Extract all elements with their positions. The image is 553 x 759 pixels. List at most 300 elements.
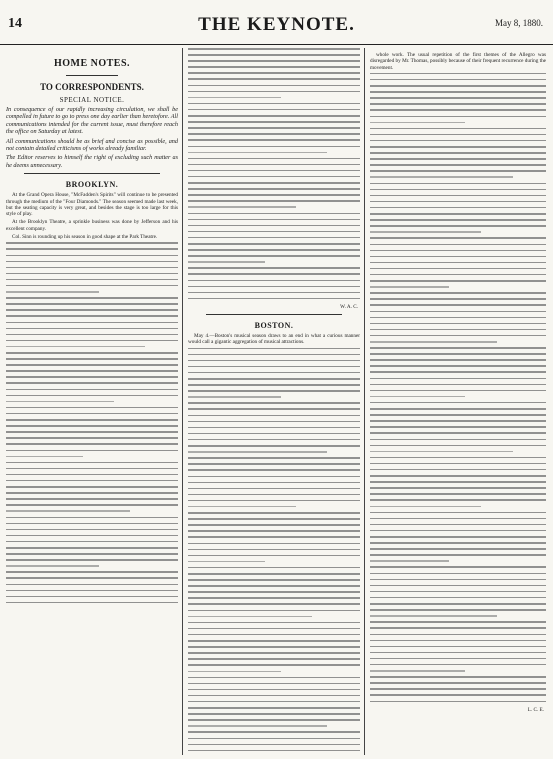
text-line xyxy=(6,468,178,470)
text-line xyxy=(370,207,546,209)
text-line xyxy=(188,555,360,557)
text-line xyxy=(188,652,360,654)
text-line xyxy=(6,517,178,519)
text-line xyxy=(370,402,546,404)
text-line xyxy=(188,695,360,697)
text-line xyxy=(188,451,327,453)
text-line xyxy=(188,634,360,636)
text-line xyxy=(188,360,360,362)
text-line xyxy=(188,585,360,587)
text-line xyxy=(188,408,360,410)
text-line xyxy=(6,401,114,403)
text-line xyxy=(188,170,360,172)
text-line xyxy=(370,384,546,386)
text-line xyxy=(6,425,178,427)
text-line xyxy=(370,548,546,550)
text-line xyxy=(370,499,546,501)
text-line xyxy=(370,134,546,136)
text-line xyxy=(6,571,178,573)
text-line xyxy=(6,248,178,250)
text-line xyxy=(370,634,546,636)
text-line xyxy=(370,506,481,508)
boston-heading: BOSTON. xyxy=(254,320,294,330)
text-line xyxy=(188,292,360,294)
text-line xyxy=(6,462,178,464)
text-line xyxy=(370,317,546,319)
text-line xyxy=(370,158,546,160)
text-line xyxy=(370,701,546,703)
text-line xyxy=(6,498,178,500)
text-line xyxy=(6,303,178,305)
page-header xyxy=(0,0,553,45)
text-line xyxy=(188,482,360,484)
text-line xyxy=(188,127,360,129)
text-line xyxy=(6,602,178,604)
divider xyxy=(24,173,160,174)
text-line xyxy=(188,591,360,593)
text-line xyxy=(6,255,178,257)
text-line xyxy=(188,610,360,612)
text-line xyxy=(370,341,497,343)
text-line xyxy=(6,382,178,384)
text-line xyxy=(188,561,265,563)
article-paragraph: Col. Sinn is rounding up his season in good shape at the Park Theatre. xyxy=(12,234,158,241)
text-line xyxy=(370,140,546,142)
text-line xyxy=(188,701,360,703)
divider xyxy=(206,314,342,315)
text-line xyxy=(6,510,130,512)
text-line xyxy=(370,116,546,118)
text-line xyxy=(188,72,360,74)
text-line xyxy=(370,183,546,185)
text-line xyxy=(370,597,546,599)
text-line xyxy=(188,597,360,599)
text-line xyxy=(188,237,360,239)
text-line xyxy=(188,54,360,56)
text-line xyxy=(370,621,546,623)
text-line xyxy=(6,346,145,348)
text-line xyxy=(370,475,546,477)
text-line xyxy=(188,646,360,648)
text-line xyxy=(188,671,281,673)
text-line xyxy=(6,565,99,567)
text-line xyxy=(188,664,360,666)
text-line xyxy=(370,170,546,172)
text-line xyxy=(188,378,360,380)
text-line xyxy=(370,359,546,361)
body-text-lines xyxy=(188,48,360,299)
text-line xyxy=(6,486,178,488)
text-line xyxy=(188,536,360,538)
text-line xyxy=(370,536,546,538)
text-line xyxy=(6,504,178,506)
text-line xyxy=(188,78,360,80)
text-line xyxy=(6,279,178,281)
text-line xyxy=(188,415,360,417)
text-line xyxy=(6,437,178,439)
text-line xyxy=(370,426,546,428)
text-line xyxy=(370,432,546,434)
masthead-title: THE KEYNOTE. xyxy=(198,14,355,35)
text-line xyxy=(188,146,360,148)
text-line xyxy=(188,731,360,733)
body-text-lines xyxy=(6,242,178,603)
text-line xyxy=(370,262,546,264)
text-line xyxy=(188,66,360,68)
text-line xyxy=(188,494,360,496)
text-line xyxy=(6,535,178,537)
text-line xyxy=(6,285,178,287)
text-line xyxy=(6,577,178,579)
text-line xyxy=(370,414,546,416)
text-line xyxy=(188,579,360,581)
text-line xyxy=(188,139,360,141)
text-line xyxy=(370,445,546,447)
text-line xyxy=(370,250,546,252)
text-line xyxy=(370,304,546,306)
text-line xyxy=(188,396,281,398)
text-line xyxy=(188,402,360,404)
text-line xyxy=(6,370,178,372)
text-line xyxy=(370,128,546,130)
text-line xyxy=(188,567,360,569)
text-line xyxy=(370,97,546,99)
text-line xyxy=(370,195,546,197)
text-line xyxy=(188,713,360,715)
text-line xyxy=(6,443,178,445)
text-line xyxy=(370,408,546,410)
text-line xyxy=(188,103,360,105)
text-line xyxy=(6,431,178,433)
text-line xyxy=(188,616,312,618)
text-line xyxy=(188,91,360,93)
issue-date: May 8, 1880. xyxy=(495,18,543,28)
text-line xyxy=(370,615,497,617)
text-line xyxy=(6,395,178,397)
text-line xyxy=(370,213,546,215)
text-line xyxy=(370,451,513,453)
text-line xyxy=(188,549,360,551)
text-line xyxy=(188,158,360,160)
text-line xyxy=(188,286,360,288)
text-line xyxy=(370,335,546,337)
text-line xyxy=(370,122,465,124)
text-line xyxy=(370,609,546,611)
text-line xyxy=(6,352,178,354)
text-line xyxy=(370,189,546,191)
text-line xyxy=(188,603,360,605)
text-line xyxy=(370,109,546,111)
divider xyxy=(66,75,119,76)
text-line xyxy=(370,268,546,270)
text-line xyxy=(370,164,546,166)
text-line xyxy=(188,206,296,208)
text-line xyxy=(370,603,546,605)
text-line xyxy=(370,512,546,514)
text-line xyxy=(188,573,360,575)
text-line xyxy=(6,474,178,476)
text-line xyxy=(188,273,360,275)
text-line xyxy=(370,371,546,373)
text-line xyxy=(188,488,360,490)
text-line xyxy=(188,683,360,685)
text-line xyxy=(370,694,546,696)
text-line xyxy=(370,664,546,666)
text-line xyxy=(6,389,178,391)
text-line xyxy=(188,200,360,202)
text-line xyxy=(370,481,546,483)
text-line xyxy=(370,530,546,532)
column-rule-1 xyxy=(182,48,183,755)
text-line xyxy=(188,530,360,532)
text-line xyxy=(370,518,546,520)
text-line xyxy=(370,542,546,544)
column-rule-2 xyxy=(364,48,365,755)
text-line xyxy=(6,450,178,452)
text-line xyxy=(370,176,513,178)
text-line xyxy=(370,73,546,75)
text-line xyxy=(6,340,178,342)
text-line xyxy=(6,541,178,543)
article-paragraph: May 4.—Boston's musical season draws to an end in what a curious manner would call a gigantic aggregation of musical attractions. xyxy=(188,332,360,346)
article-signature: W. A. C. xyxy=(340,303,358,310)
text-line xyxy=(188,280,360,282)
correspondents-heading: TO CORRESPONDENTS. xyxy=(40,82,144,92)
text-line xyxy=(188,719,360,721)
text-line xyxy=(188,750,360,752)
text-line xyxy=(188,744,360,746)
text-line xyxy=(370,591,546,593)
text-line xyxy=(6,364,178,366)
text-line xyxy=(188,115,360,117)
text-line xyxy=(188,500,360,502)
article-paragraph: whole work. The usual repetition of the first themes of the Allegro was disregarded by Mr. Thomas, possibly because of their frequent recurrence during the movement. xyxy=(370,52,546,71)
text-line xyxy=(188,628,360,630)
text-line xyxy=(370,585,546,587)
text-line xyxy=(188,48,360,50)
text-line xyxy=(6,590,178,592)
text-line xyxy=(188,152,327,154)
text-line xyxy=(370,146,546,148)
text-line xyxy=(6,242,178,244)
text-line xyxy=(188,348,360,350)
text-line xyxy=(188,543,360,545)
text-line xyxy=(370,79,546,81)
text-line xyxy=(370,676,546,678)
text-line xyxy=(6,291,99,293)
text-line xyxy=(188,231,360,233)
text-line xyxy=(188,476,360,478)
text-line xyxy=(6,529,178,531)
text-line xyxy=(6,419,178,421)
text-line xyxy=(188,97,281,99)
text-line xyxy=(188,176,360,178)
text-line xyxy=(370,365,546,367)
text-line xyxy=(370,487,546,489)
text-line xyxy=(6,413,178,415)
text-line xyxy=(6,309,178,311)
text-line xyxy=(370,378,546,380)
text-line xyxy=(370,560,449,562)
text-line xyxy=(370,274,546,276)
body-text-lines xyxy=(188,348,360,755)
text-line xyxy=(188,182,360,184)
text-line xyxy=(6,334,178,336)
text-line xyxy=(370,286,449,288)
text-line xyxy=(188,60,360,62)
text-line xyxy=(188,463,360,465)
text-line xyxy=(370,219,546,221)
text-line xyxy=(188,249,360,251)
text-line xyxy=(188,427,360,429)
column-1 xyxy=(4,48,180,755)
text-line xyxy=(188,725,327,727)
text-line xyxy=(188,390,360,392)
text-line xyxy=(370,627,546,629)
text-line xyxy=(370,670,465,672)
text-line xyxy=(6,480,178,482)
article-paragraph: At the Brooklyn Theatre, a sprinkle business was done by Jefferson and his excellent company. xyxy=(6,219,178,232)
text-line xyxy=(370,688,546,690)
text-line xyxy=(188,243,360,245)
text-line xyxy=(188,622,360,624)
text-line xyxy=(188,298,360,300)
text-line xyxy=(188,133,360,135)
text-line xyxy=(370,682,546,684)
text-line xyxy=(370,579,546,581)
text-line xyxy=(188,188,360,190)
text-line xyxy=(370,103,546,105)
text-line xyxy=(370,311,546,313)
text-line xyxy=(188,689,360,691)
text-line xyxy=(188,506,296,508)
text-line xyxy=(6,273,178,275)
text-line xyxy=(188,109,360,111)
text-line xyxy=(6,456,83,458)
notice-paragraph: All communications should be as brief and concise as possible, and not contain detailed criticisms of works already familiar. xyxy=(6,137,178,153)
text-line xyxy=(370,646,546,648)
text-line xyxy=(370,566,546,568)
text-line xyxy=(370,152,546,154)
text-line xyxy=(188,658,360,660)
text-line xyxy=(370,493,546,495)
column-3 xyxy=(368,48,548,755)
text-line xyxy=(370,463,546,465)
text-line xyxy=(370,573,546,575)
text-line xyxy=(188,457,360,459)
text-line xyxy=(6,559,178,561)
text-line xyxy=(188,213,360,215)
column-2 xyxy=(186,48,362,755)
text-line xyxy=(370,231,481,233)
page-number: 14 xyxy=(8,16,22,31)
text-line xyxy=(370,353,546,355)
text-line xyxy=(6,492,178,494)
text-line xyxy=(188,445,360,447)
text-line xyxy=(6,322,178,324)
text-line xyxy=(188,85,360,87)
text-line xyxy=(188,194,360,196)
text-line xyxy=(6,315,178,317)
text-line xyxy=(370,292,546,294)
text-line xyxy=(188,354,360,356)
text-line xyxy=(6,376,178,378)
text-line xyxy=(6,358,178,360)
text-line xyxy=(370,524,546,526)
text-line xyxy=(370,457,546,459)
text-line xyxy=(6,267,178,269)
text-line xyxy=(188,640,360,642)
text-line xyxy=(6,407,178,409)
notice-paragraph: In consequence of our rapidly increasing circulation, we shall be compelled in future to go to press one day earlier than heretofore. All communications intended for the current issue, must therefore reach the office on Saturday at latest. xyxy=(6,106,178,136)
text-line xyxy=(188,512,360,514)
home-notes-heading: HOME NOTES. xyxy=(53,58,131,69)
text-line xyxy=(188,738,360,740)
text-line xyxy=(370,640,546,642)
text-line xyxy=(370,256,546,258)
text-line xyxy=(370,420,546,422)
text-line xyxy=(6,596,178,598)
text-line xyxy=(188,524,360,526)
article-paragraph: At the Grand Opera House, "McFadden's Spirits" will continue to be presented through the medium of the "Four Diamonds." The season seemed made last week, but the seating capacity is very great, and besides the stage is too large for this style of play. xyxy=(6,192,178,218)
text-line xyxy=(6,584,178,586)
text-line xyxy=(6,547,178,549)
text-line xyxy=(188,366,360,368)
text-line xyxy=(6,328,178,330)
text-line xyxy=(370,469,546,471)
text-line xyxy=(188,261,265,263)
text-line xyxy=(188,219,360,221)
text-line xyxy=(370,347,546,349)
text-line xyxy=(188,225,360,227)
text-line xyxy=(370,554,546,556)
text-line xyxy=(370,237,546,239)
text-line xyxy=(370,390,546,392)
article-signature: L. C. E. xyxy=(527,706,544,713)
text-line xyxy=(370,298,546,300)
text-line xyxy=(188,384,360,386)
text-line xyxy=(6,261,178,263)
notice-paragraph: The Editor reserves to himself the right of excluding such matter as he deems unnecessary. xyxy=(6,154,178,169)
special-notice-heading: SPECIAL NOTICE. xyxy=(59,96,125,104)
text-line xyxy=(370,396,465,398)
text-line xyxy=(188,469,360,471)
text-line xyxy=(370,85,546,87)
body-text-lines xyxy=(370,73,546,702)
text-line xyxy=(370,244,546,246)
text-line xyxy=(370,439,546,441)
text-line xyxy=(370,225,546,227)
text-line xyxy=(188,121,360,123)
brooklyn-heading: BROOKLYN. xyxy=(65,180,119,190)
text-line xyxy=(188,518,360,520)
text-line xyxy=(6,553,178,555)
text-line xyxy=(188,372,360,374)
text-line xyxy=(188,439,360,441)
text-line xyxy=(6,297,178,299)
text-line xyxy=(370,652,546,654)
text-line xyxy=(370,329,546,331)
text-line xyxy=(188,707,360,709)
text-line xyxy=(370,280,546,282)
text-line xyxy=(370,201,546,203)
text-line xyxy=(188,421,360,423)
text-line xyxy=(188,677,360,679)
text-line xyxy=(188,433,360,435)
text-line xyxy=(6,523,178,525)
text-line xyxy=(370,658,546,660)
text-line xyxy=(188,267,360,269)
